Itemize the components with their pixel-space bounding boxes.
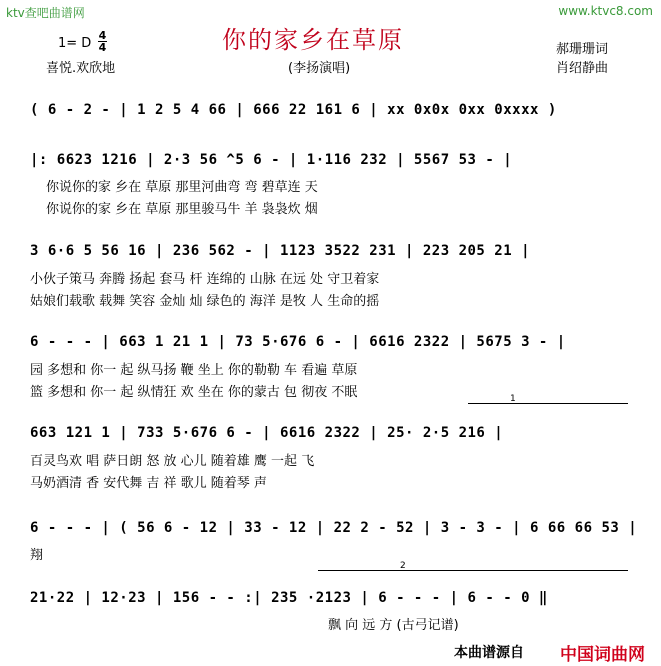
lyric-6: 翔 [30, 548, 44, 563]
score-system-3: 3 6·6 5 56 16 | 236 562 - | 1123 3522 231 | 223 205 21 | [30, 243, 531, 259]
score-system-1: ( 6 - 2 - | 1 2 5 4 66 | 666 22 161 6 | xx 0x0x 0xx 0xxxx ) [30, 102, 557, 118]
score-system-4: 6 - - - | 663 1 21 1 | 73 5·676 6 - | 6616 2322 | 5675 3 - | [30, 334, 566, 350]
score-system-6: 6 - - - | ( 56 6 - 12 | 33 - 12 | 22 2 - 52 | 3 - 3 - | 6 66 66 53 | [30, 520, 638, 536]
singer-credit: (李扬演唱) [288, 61, 351, 76]
time-signature [98, 30, 107, 53]
lyric-4-verse-1: 园 多想和 你一 起 纵马扬 鞭 坐上 你的勒勒 车 看遍 草原 [30, 363, 358, 378]
time-denominator: 4 [98, 41, 107, 54]
composer-credit: 肖绍静曲 [556, 61, 609, 76]
watermark-right: www.ktvc8.com [558, 4, 653, 18]
lyric-7: 飘 向 远 方 (古弓记谱) [328, 618, 459, 633]
volta-2-label: 2 [400, 561, 406, 571]
score-system-5: 663 121 1 | 733 5·676 6 - | 6616 2322 | 25· 2·5 216 | [30, 425, 504, 441]
volta-bracket-1 [468, 403, 628, 404]
lyric-2-verse-2: 你说你的家 乡在 草原 那里骏马牛 羊 袅袅炊 烟 [46, 202, 318, 217]
footer-source-label: 本曲谱源自 [454, 645, 524, 661]
time-numerator: 4 [98, 29, 107, 42]
lyric-2-verse-1: 你说你的家 乡在 草原 那里河曲弯 弯 碧草连 天 [46, 180, 318, 195]
key-signature: 1= D [58, 36, 92, 51]
watermark-left: ktv查吧曲谱网 [6, 6, 85, 20]
volta-1-label: 1 [510, 394, 516, 404]
mood-marking: 喜悦.欢欣地 [46, 61, 116, 76]
lyric-3-verse-2: 姑娘们载歌 载舞 笑容 金灿 灿 绿色的 海洋 是牧 人 生命的摇 [30, 294, 380, 309]
score-system-7: 21·22 | 12·23 | 156 - - :| 235 ·2123 | 6 - - - | 6 - - 0 ‖ [30, 590, 548, 606]
lyric-4-verse-2: 篮 多想和 你一 起 纵情狂 欢 坐在 你的蒙古 包 彻夜 不眠 [30, 385, 358, 400]
score-system-2: |: 6623 1216 | 2·3 56 ^5 6 - | 1·116 232 | 5567 53 - | [30, 152, 513, 168]
song-title: 你的家乡在草原 [222, 26, 404, 54]
lyric-5-verse-2: 马奶酒清 香 安代舞 吉 祥 歌儿 随着琴 声 [30, 476, 267, 491]
lyric-3-verse-1: 小伙子策马 奔腾 扬起 套马 杆 连绵的 山脉 在远 处 守卫着家 [30, 272, 380, 287]
volta-bracket-2 [318, 570, 628, 571]
lyric-5-verse-1: 百灵鸟欢 唱 萨日朗 怒 放 心儿 随着雄 鹰 一起 飞 [30, 454, 315, 469]
footer-site-link[interactable]: 中国词曲网 [560, 645, 645, 665]
lyricist-credit: 郝珊珊词 [556, 42, 609, 57]
